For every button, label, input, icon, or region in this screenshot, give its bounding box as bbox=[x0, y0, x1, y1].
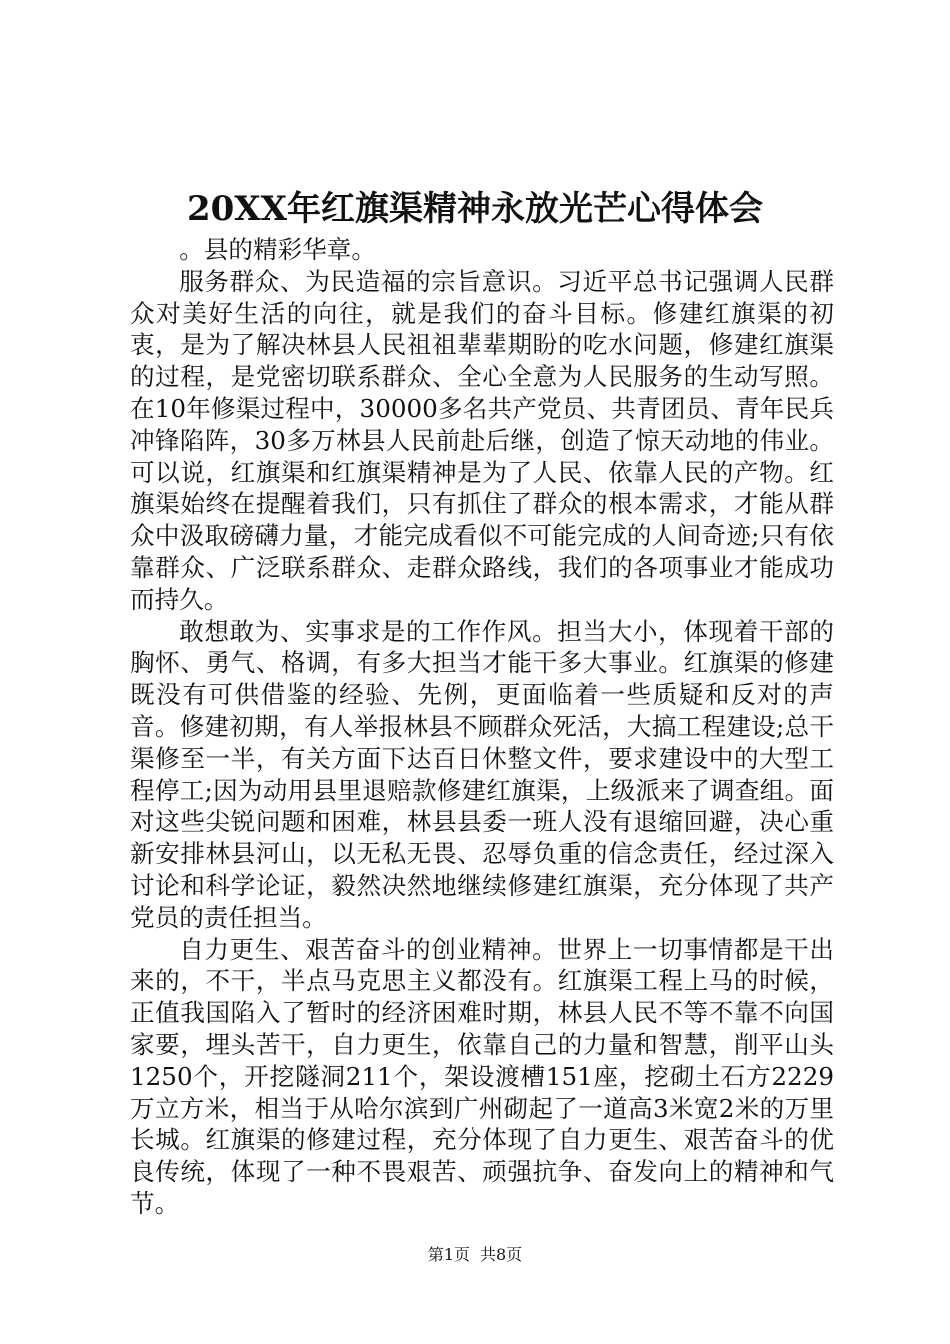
paragraph: 敢想敢为、实事求是的工作作风。担当大小，体现着干部的胸怀、勇气、格调，有多大担当才能干多大事业。红旗渠的修建既没有可供借鉴的经验、先例，更面临着一些质疑和反对的声音。修建初期，有人举报林县不顾群众死活，大搞工程建设;总干渠修至一半，有关方面下达百日休整文件，要求建设中的大型工程停工;因为动用县里退赔款修建红旗渠，上级派来了调查组。面对这些尖锐问题和困难，林县县委一班人没有退缩回避，决心重新安排林县河山，以无私无畏、忍辱负重的信念责任，经过深入讨论和科学论证，毅然决然地继续修建红旗渠，充分体现了共产党员的责任担当。 bbox=[130, 616, 834, 932]
page-total: 共8页 bbox=[480, 1245, 523, 1264]
document-body bbox=[130, 234, 834, 1220]
page-number: 第1页 bbox=[427, 1245, 470, 1264]
paragraph: 服务群众、为民造福的宗旨意识。习近平总书记强调人民群众对美好生活的向往，就是我们的奋斗目标。修建红旗渠的初衷，是为了解决林县人民祖祖辈辈期盼的吃水问题，修建红旗渠的过程，是党密切联系群众、全心全意为人民服务的生动写照。在10年修渠过程中，30000多名共产党员、共青团员、青年民兵冲锋陷阵，30多万林县人民前赴后继，创造了惊天动地的伟业。可以说，红旗渠和红旗渠精神是为了人民、依靠人民的产物。红旗渠始终在提醒着我们，只有抓住了群众的根本需求，才能从群众中汲取磅礴力量，才能完成看似不可能完成的人间奇迹;只有依靠群众、广泛联系群众、走群众路线，我们的各项事业才能成功而持久。 bbox=[130, 266, 834, 614]
page-title: 20XX年红旗渠精神永放光芒心得体会 bbox=[186, 189, 764, 229]
paragraph: 自力更生、艰苦奋斗的创业精神。世界上一切事情都是干出来的，不干，半点马克思主义都没有。红旗渠工程上马的时候，正值我国陷入了暂时的经济困难时期，林县人民不等不靠不向国家要，埋头苦干，自力更生，依靠自己的力量和智慧，削平山头1250个，开挖隧洞211个，架设渡槽151座，挖砌土石方2229万立方米，相当于从哈尔滨到广州砌起了一道高3米宽2米的万里长城。红旗渠的修建过程，充分体现了自力更生、艰苦奋斗的优良传统，体现了一种不畏艰苦、顽强抗争、奋发向上的精神和气节。 bbox=[130, 934, 834, 1218]
paragraph: 。县的精彩华章。 bbox=[179, 235, 376, 264]
page-footer bbox=[0, 1244, 950, 1266]
